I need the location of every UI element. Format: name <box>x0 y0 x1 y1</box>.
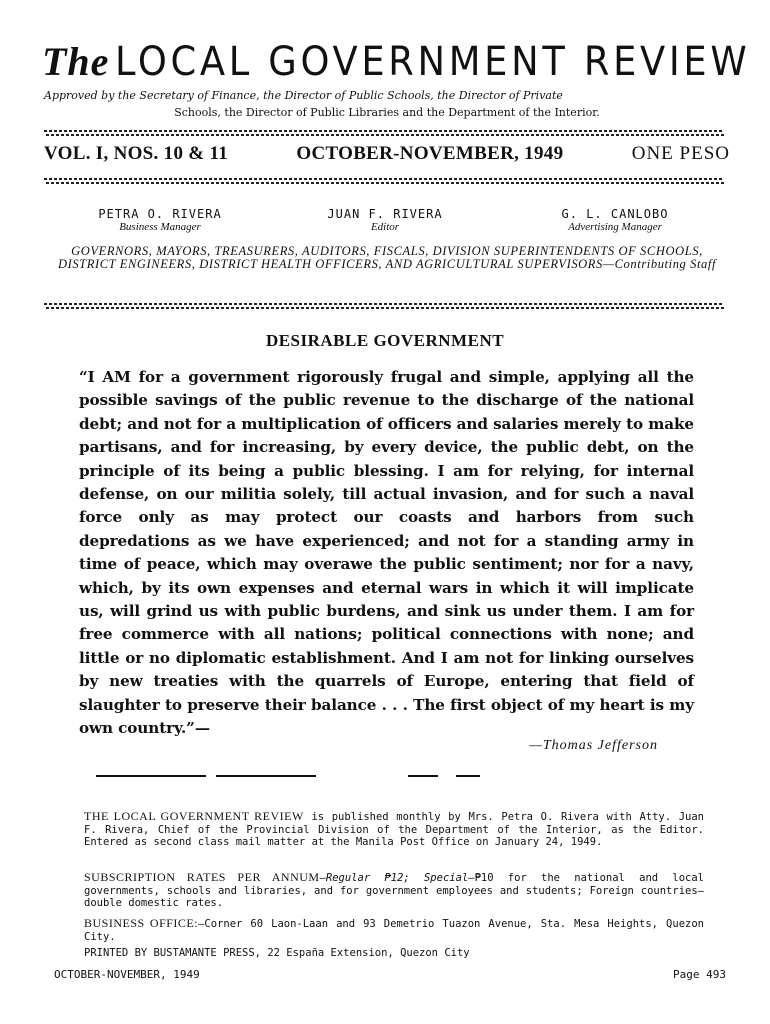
printer-text: PRINTED BY BUSTAMANTE PRESS, 22 España Extension, Quezon City <box>84 947 470 959</box>
business-office-text: —Corner 60 Laon-Laan and 93 Demetrio Tuazon Avenue, Sta. Mesa Heights, Quezon City. <box>84 918 704 943</box>
staff-role: Advertising Manager <box>568 221 662 233</box>
printer-note <box>84 947 704 960</box>
staff-advertising-manager <box>505 207 725 233</box>
contributing-staff: GOVERNORS, MAYORS, TREASURERS, AUDITORS, FISCALS, DIVISION SUPERINTENDENTS OF SCHOOLS, DISTRICT ENGINEERS, DISTRICT HEALTH OFFICERS, AND AGRICULTURAL SUPERVISORS—Contributing Staff <box>57 244 717 271</box>
footer-date: OCTOBER-NOVEMBER, 1949 <box>54 968 200 981</box>
publication-title: THE LOCAL GOVERNMENT REVIEW <box>84 809 304 823</box>
masthead-title: LOCAL GOVERNMENT REVIEW <box>114 39 750 85</box>
business-office <box>84 917 704 943</box>
page-footer <box>54 968 726 981</box>
subscription-rates <box>84 871 704 910</box>
divider-rule <box>44 302 724 312</box>
subscription-regular: —Regular ₱12; Special— <box>319 872 475 884</box>
page-number: Page 493 <box>673 968 726 981</box>
publication-text: is published monthly by Mrs. Petra O. Rivera with Atty. Juan F. Rivera, Chief of the Provincial Division of the Department of the Interior, as the Editor. Entered as second class mail matter at the Manila Post Office on January 24, 1949. <box>84 811 704 849</box>
issue-date: OCTOBER-NOVEMBER, 1949 <box>296 143 564 164</box>
separator-dashes <box>96 775 726 777</box>
staff-name: JUAN F. RIVERA <box>327 207 443 221</box>
approval-note <box>44 87 730 121</box>
staff-name: PETRA O. RIVERA <box>98 207 222 221</box>
masthead-the: The <box>42 39 110 84</box>
approval-line-1: Approved by the Secretary of Finance, the Director of Public Schools, the Director of Private <box>44 89 563 102</box>
divider-rule <box>44 129 724 137</box>
article-quote: “I AM for a government rigorously frugal and simple, applying all the possible savings of the public revenue to the discharge of the national debt; and not for a multiplication of officers and salaries merely to make partisans, and for increasing, by every device, the public debt, on the principle of its being a public blessing. I am for relying, for internal defense, on our militia solely, till actual invasion, and for such a naval force only as may protect our coasts and harbors from such depredations as we have experienced; and not for a standing army in time of peace, which may overawe the public sentiment; nor for a navy, which, by its own expenses and eternal wars in which it will implicate us, will grind us with public burdens, and sink us under them. I am for free commerce with all nations; political connections with none; and little or no diplomatic establishment. And I am not for linking ourselves by new treaties with the quarrels of Europe, entering that field of slaughter to preserve their balance . . . The first object of my heart is my own country.”— <box>79 368 694 738</box>
quote-author: —Thomas Jefferson <box>529 738 658 753</box>
staff-name: G. L. CANLOBO <box>561 207 669 221</box>
business-office-title: BUSINESS OFFICE: <box>84 916 199 930</box>
issue-volume: VOL. I, NOS. 10 & 11 <box>44 143 229 164</box>
staff-editor <box>275 207 495 233</box>
issue-price: ONE PESO <box>631 143 730 164</box>
staff-role: Business Manager <box>119 221 201 233</box>
masthead <box>42 38 750 90</box>
subscription-text: ₱10 for the national and local governments, schools and libraries, and for government employees and students; Foreign countries—double domestic rates. <box>84 872 704 910</box>
staff-business-manager <box>50 207 270 233</box>
approval-line-2: Schools, the Director of Public Libraries and the Department of the Interior. <box>174 106 600 119</box>
article-headline: DESIRABLE GOVERNMENT <box>265 331 505 350</box>
publication-note <box>84 810 704 849</box>
subscription-title: SUBSCRIPTION RATES PER ANNUM <box>84 870 320 884</box>
staff-role: Editor <box>370 221 400 233</box>
divider-rule <box>44 177 724 185</box>
issue-line <box>44 143 730 165</box>
